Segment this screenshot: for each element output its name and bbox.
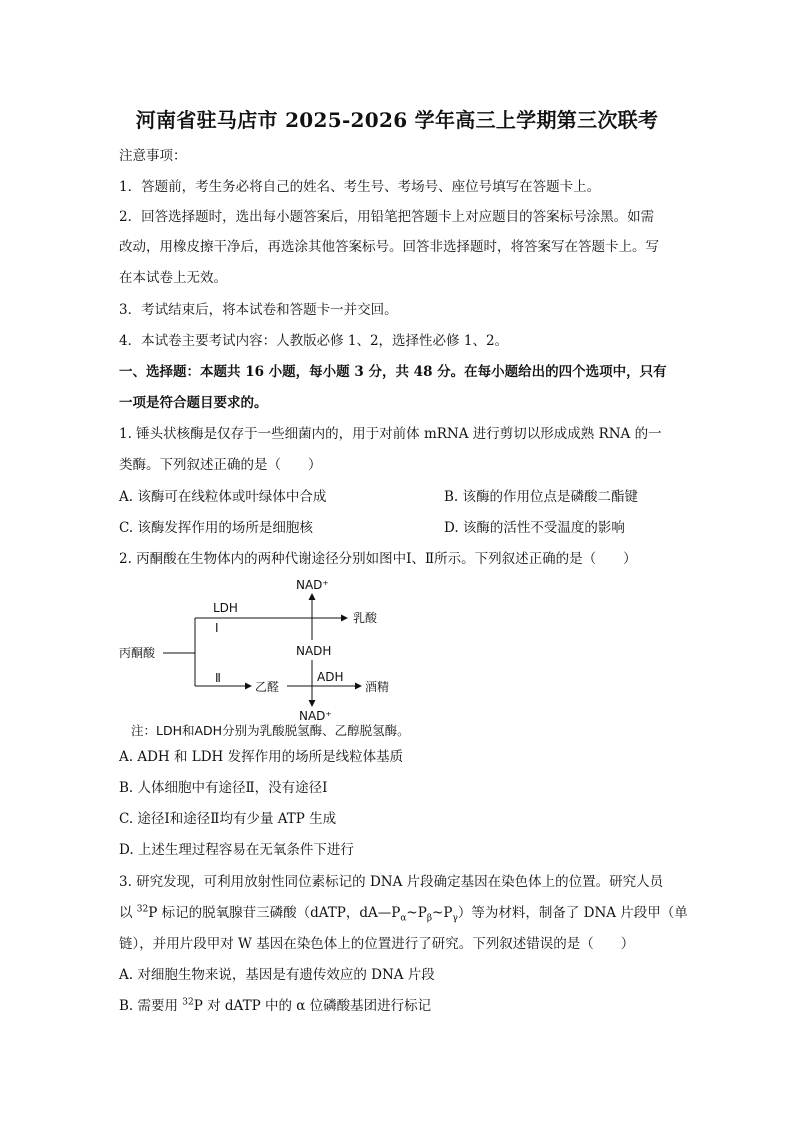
section-heading: 一、选择题：本题共 16 小题，每小题 3 分，共 48 分。在每小题给出的四个选项中，只有 bbox=[119, 364, 667, 380]
q1-option-a: A. 该酶可在线粒体或叶绿体中合成 bbox=[119, 489, 327, 505]
q2-option-b: B. 人体细胞中有途径Ⅱ，没有途径Ⅰ bbox=[119, 780, 328, 796]
q2-option-d: D. 上述生理过程容易在无氧条件下进行 bbox=[119, 842, 354, 858]
notice-heading: 注意事项： bbox=[119, 148, 187, 164]
diagram-note: 注：LDH和ADH分别为乳酸脱氢酶、乙醇脱氢酶。 bbox=[131, 723, 410, 738]
q2-option-a: A. ADH 和 LDH 发挥作用的场所是线粒体基质 bbox=[119, 749, 404, 765]
path-1-label: Ⅰ bbox=[215, 621, 219, 635]
q3-option-b-text-b: P 对 dATP 中的 α 位磷酸基团进行标记 bbox=[193, 998, 432, 1014]
q1-option-b: B. 该酶的作用位点是磷酸二酯键 bbox=[444, 489, 639, 505]
path-2-label: Ⅱ bbox=[215, 671, 221, 685]
beta-sub: β bbox=[426, 913, 433, 924]
q2-option-c: C. 途径Ⅰ和途径Ⅱ均有少量 ATP 生成 bbox=[119, 811, 337, 827]
page-title: 河南省驻马店市 2025-2026 学年高三上学期第三次联考 bbox=[135, 108, 659, 132]
q1-stem: 1. 锤头状核酶是仅存于一些细菌内的，用于对前体 mRNA 进行剪切以形成成熟 RNA 的一 bbox=[119, 426, 662, 442]
nad-top-label: NAD⁺ bbox=[296, 578, 329, 592]
isotope-mass-sup-b: 32 bbox=[182, 997, 194, 1008]
notice-item-2-end: 在本试卷上无效。 bbox=[119, 270, 227, 286]
q3-stem-end: 链），并用片段甲对 W 基因在染色体上的位置进行了研究。下列叙述错误的是（ ） bbox=[119, 936, 635, 952]
ldh-label: LDH bbox=[213, 601, 238, 615]
pyruvate-label: 丙酮酸 bbox=[119, 646, 156, 660]
notice-item-2-cont: 改动，用橡皮擦干净后，再选涂其他答案标号。回答非选择题时，将答案写在答题卡上。写 bbox=[119, 239, 659, 255]
q3-tilde-2: ~P bbox=[432, 905, 453, 921]
notice-item-2: 2．回答选择题时，选出每小题答案后，用铅笔把答题卡上对应题目的答案标号涂黑。如需 bbox=[119, 209, 655, 225]
notice-item-1: 1．答题前，考生务必将自己的姓名、考生号、考场号、座位号填写在答题卡上。 bbox=[119, 179, 601, 195]
notice-item-4: 4．本试卷主要考试内容：人教版必修 1、2，选择性必修 1、2。 bbox=[119, 333, 509, 349]
q2-stem: 2. 丙酮酸在生物体内的两种代谢途径分别如图中Ⅰ、Ⅱ所示。下列叙述正确的是（ ） bbox=[119, 551, 637, 567]
q3-option-b bbox=[119, 996, 431, 1016]
q3-option-b-text-a: B. 需要用 bbox=[119, 998, 183, 1014]
q3-stem: 3. 研究发现，可利用放射性同位素标记的 DNA 片段确定基因在染色体上的位置。研究人员 bbox=[119, 874, 664, 890]
q3-tilde-1: ~P bbox=[406, 905, 427, 921]
q3-text-a: 以 bbox=[119, 905, 137, 921]
q3-stem-cont bbox=[119, 903, 688, 923]
metabolic-pathway-diagram bbox=[119, 574, 399, 724]
nadh-label: NADH bbox=[296, 644, 332, 658]
section-heading-cont: 一项是符合题目要求的。 bbox=[119, 395, 268, 411]
q1-option-d: D. 该酶的活性不受温度的影响 bbox=[444, 520, 625, 536]
acetaldehyde-label: 乙醛 bbox=[255, 680, 280, 694]
nad-bottom-label: NAD⁺ bbox=[299, 709, 332, 723]
notice-item-3: 3．考试结束后，将本试卷和答题卡一并交回。 bbox=[119, 302, 398, 318]
gamma-sub: γ bbox=[452, 913, 458, 924]
lactic-acid-label: 乳酸 bbox=[353, 611, 378, 625]
q3-option-a: A. 对细胞生物来说，基因是有遗传效应的 DNA 片段 bbox=[119, 967, 435, 983]
alcohol-label: 酒精 bbox=[365, 680, 390, 694]
adh-label: ADH bbox=[317, 670, 344, 684]
q3-text-c: ）等为材料，制备了 DNA 片段甲（单 bbox=[457, 905, 688, 921]
alpha-sub: α bbox=[400, 913, 407, 924]
q1-option-c: C. 该酶发挥作用的场所是细胞核 bbox=[119, 520, 313, 536]
q3-text-b: P 标记的脱氧腺苷三磷酸（dATP，dA—P bbox=[148, 905, 401, 921]
q1-stem-cont: 类酶。下列叙述正确的是（ ） bbox=[119, 457, 322, 473]
isotope-mass-sup: 32 bbox=[136, 904, 149, 915]
